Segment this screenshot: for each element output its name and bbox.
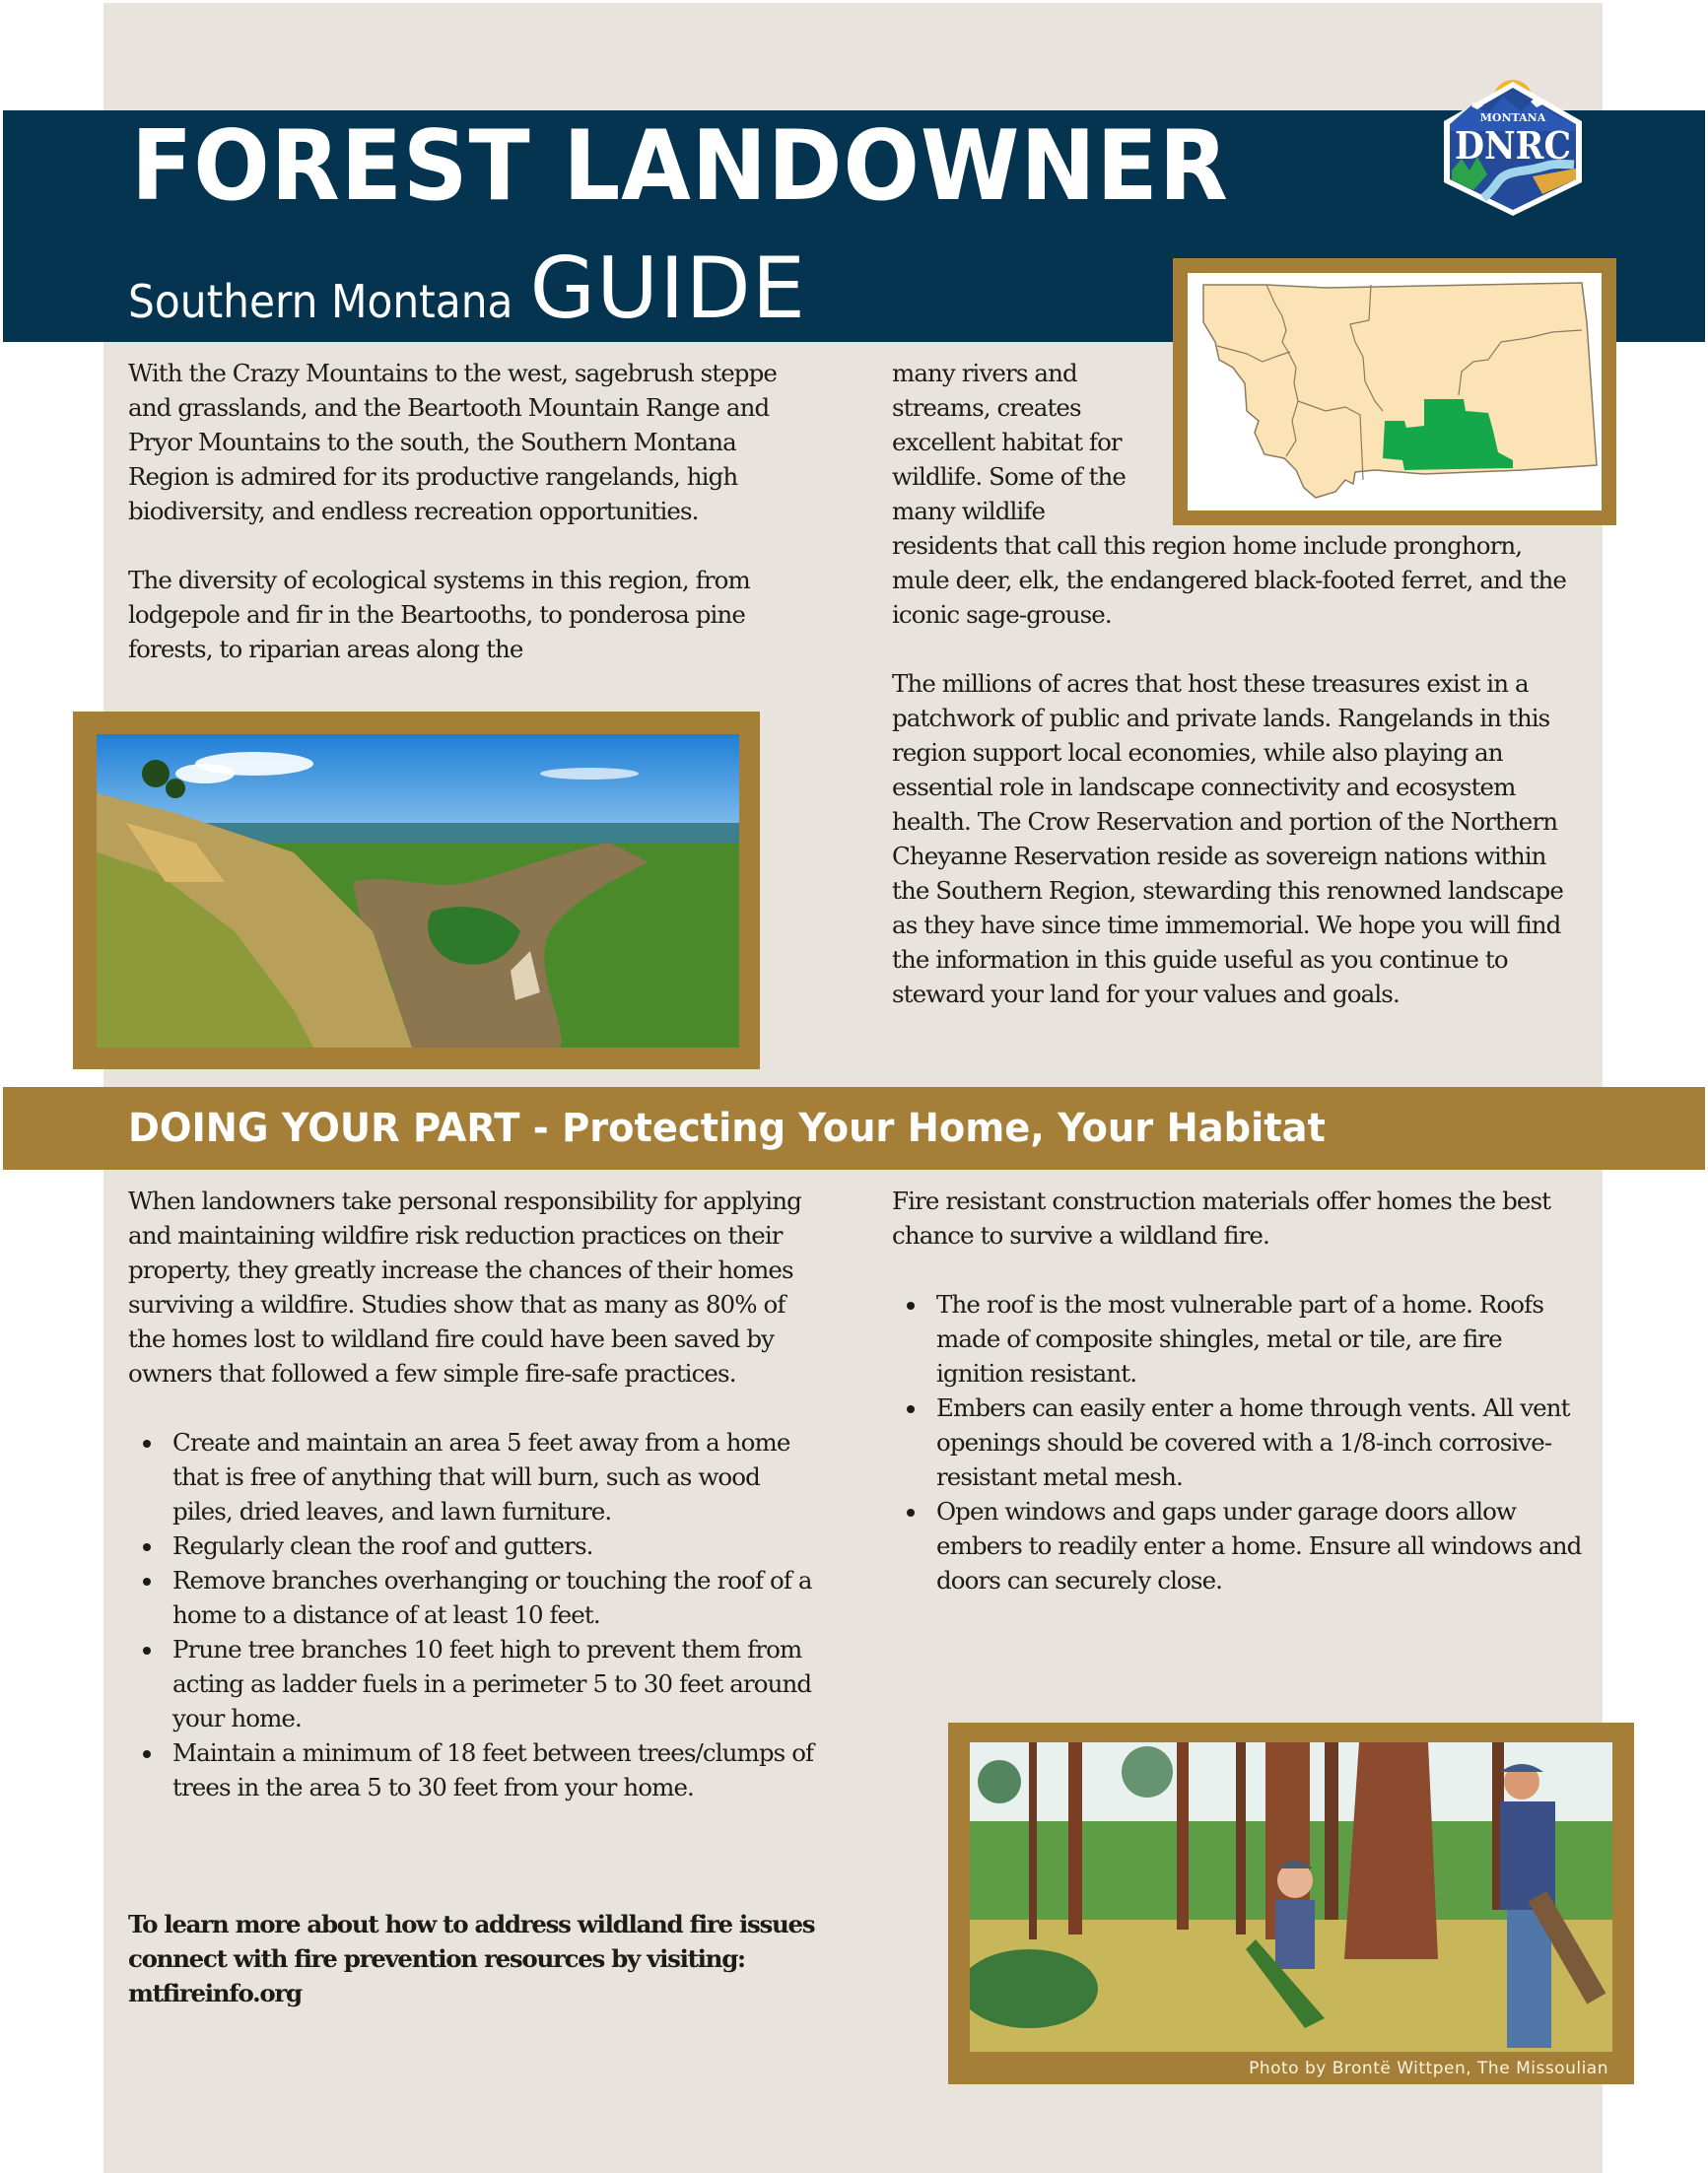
body-right-column xyxy=(892,1184,1582,1597)
region-map-frame xyxy=(1173,258,1616,525)
logo-dnrc-text: DNRC xyxy=(1455,123,1571,168)
list-item: Regularly clean the roof and gutters. xyxy=(172,1528,818,1563)
section-heading-main: DOING YOUR PART xyxy=(128,1106,520,1151)
river-photo-frame xyxy=(73,712,760,1069)
intro-wrap-line: streams, creates xyxy=(892,393,1081,422)
region-name: Southern Montana xyxy=(128,275,513,328)
photo-credit: Photo by Brontë Wittpen, The Missoulian xyxy=(1249,2059,1608,2078)
list-item: Remove branches overhanging or touching the roof of a home to a distance of at least 10 feet. xyxy=(172,1563,818,1632)
left-bullet-list xyxy=(128,1425,818,1804)
intro-right-continuation xyxy=(892,528,1582,632)
list-item: Maintain a minimum of 18 feet between trees/clumps of trees in the area 5 to 30 feet from your home. xyxy=(172,1735,818,1804)
intro-paragraph-1: With the Crazy Mountains to the west, sagebrush steppe and grasslands, and the Beartooth Mountain Range and Pryor Mountains to the south, the Southern Montana Region is admired for its productive rangelands, high biodiversity, and endless recreation opportunities. xyxy=(128,359,777,525)
intro-wrap-line: wildlife. Some of the xyxy=(892,462,1127,491)
list-item: Create and maintain an area 5 feet away from a home that is free of anything that will burn, such as wood piles, dried leaves, and lawn furniture. xyxy=(172,1425,818,1528)
guide-word: GUIDE xyxy=(529,239,807,338)
montana-map-icon xyxy=(1188,273,1602,510)
river-landscape-photo xyxy=(97,734,739,1048)
page-subtitle xyxy=(128,239,807,338)
call-to-action: To learn more about how to address wildland fire issues connect with fire prevention resources by visiting: mtfireinfo.org xyxy=(128,1910,815,2007)
intro-paragraph-3: The millions of acres that host these treasures exist in a patchwork of public and private lands. Rangelands in this region support local economies, while also playing an essential role in landscape connectivity and ecosystem health. The Crow Reservation and portion of the Northern Cheyanne Reservation reside as sovereign nations within the Southern Region, stewarding this renowned landscape as they have since time immemorial. We hope you will find the information in this guide useful as you continue to steward your land for your values and goals. xyxy=(892,669,1563,1008)
right-bullet-list xyxy=(892,1287,1582,1597)
intro-left-column xyxy=(128,356,818,666)
intro-wrap-line: excellent habitat for xyxy=(892,428,1122,456)
section-heading xyxy=(128,1106,1326,1151)
list-item: Open windows and gaps under garage doors allow embers to readily enter a home. Ensure all windows and doors can securely close. xyxy=(936,1494,1582,1597)
intro-right-wrap xyxy=(892,356,1188,528)
dnrc-logo-icon xyxy=(1434,72,1592,218)
list-item: Embers can easily enter a home through vents. All vent openings should be covered with a 1/8-inch corrosive-resistant metal mesh. xyxy=(936,1391,1582,1494)
list-item: Prune tree branches 10 feet high to prevent them from acting as ladder fuels in a perimeter 5 to 30 feet around your home. xyxy=(172,1632,818,1735)
intro-wrap-line: many wildlife xyxy=(892,497,1046,525)
forest-thinning-photo xyxy=(970,1742,1612,2052)
body-right-intro: Fire resistant construction materials offer homes the best chance to survive a wildland fire. xyxy=(892,1187,1551,1250)
region-map xyxy=(1188,273,1602,510)
intro-right-paragraph xyxy=(892,666,1582,1011)
intro-continuation-text: residents that call this region home include pronghorn, mule deer, elk, the endangered black-footed ferret, and the iconic sage-grouse. xyxy=(892,531,1567,629)
list-item: The roof is the most vulnerable part of a home. Roofs made of composite shingles, metal or tile, are fire ignition resistant. xyxy=(936,1287,1582,1391)
section-heading-separator: - xyxy=(519,1106,563,1151)
section-heading-sub: Protecting Your Home, Your Habitat xyxy=(562,1106,1326,1151)
intro-wrap-line: many rivers and xyxy=(892,359,1077,387)
body-left-column xyxy=(128,1184,818,1804)
page-title: FOREST LANDOWNER xyxy=(131,110,1229,223)
intro-paragraph-2: The diversity of ecological systems in this region, from lodgepole and fir in the Beartooths, to ponderosa pine forests, to riparian areas along the xyxy=(128,566,750,663)
forest-photo-frame xyxy=(948,1723,1634,2084)
body-left-intro: When landowners take personal responsibility for applying and maintaining wildfire risk reduction practices on their property, they greatly increase the chances of their homes surviving a wildfire. Studies show that as many as 80% of the homes lost to wildland fire could have been saved by owners that followed a few simple fire-safe practices. xyxy=(128,1187,801,1388)
logo-montana-text: MONTANA xyxy=(1479,111,1546,124)
